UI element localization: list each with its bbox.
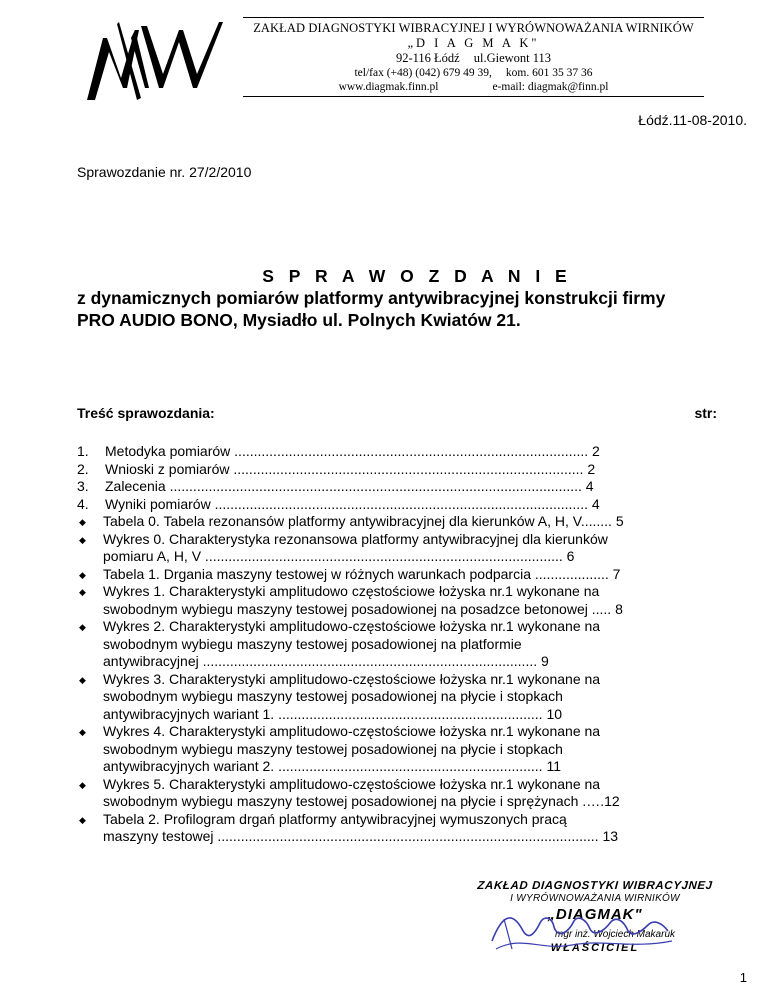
title-line: PRO AUDIO BONO, Mysiadło ul. Polnych Kwiatów 21. (77, 310, 521, 330)
report-number: Sprawozdanie nr. 27/2/2010 (77, 164, 252, 180)
toc-item-line: antywibracyjnej ...................................................................................... 9 (103, 653, 549, 669)
toc-item-line: Zalecenia .......................................................................................................... 4 (105, 478, 594, 494)
toc-item (77, 583, 720, 618)
toc-bullet-icon: ◆ (79, 779, 86, 790)
toc-item-line: swobodnym wybiegu maszyny testowej posadowionej na platformie (103, 635, 522, 652)
handwritten-signature (482, 905, 682, 955)
letterhead-bottom-rule (243, 96, 704, 97)
company-logo (83, 18, 243, 104)
letterhead-phones (243, 66, 704, 81)
document-heading: S P R A W O Z D A N I E (262, 266, 572, 286)
toc-item (77, 443, 720, 461)
toc-item-line: Wykres 0. Charakterystyka rezonansowa platformy antywibracyjnej dla kierunków (103, 530, 608, 547)
letterhead-street: ul.Giewont 113 (473, 51, 552, 65)
toc-bullet-icon: ◆ (79, 587, 86, 597)
toc-item-line: Wykres 1. Charakterystyki amplitudowo częstościowe łożyska nr.1 wykonane na (103, 583, 600, 599)
document-title (77, 287, 757, 331)
letterhead-company-name: ZAKŁAD DIAGNOSTYKI WIBRACYJNEJ I WYRÓWNOWAŻANIA WIRNIKÓW (253, 21, 694, 35)
toc-bullet-icon: ◆ (79, 517, 86, 527)
toc-bullet-icon: ◆ (79, 622, 86, 632)
toc-item-number: 4. (77, 495, 89, 512)
letterhead-top-rule (243, 17, 704, 18)
toc-item-line: swobodnym wybiegu maszyny testowej posadowionej na posadzce betonowej ..... 8 (103, 600, 623, 617)
stamp-company-name: ZAKŁAD DIAGNOSTYKI WIBRACYJNEJ (476, 880, 714, 892)
toc-item (77, 618, 720, 671)
toc-item-line: Wykres 4. Charakterystyki amplitudowo-częstościowe łożyska nr.1 wykonane na (103, 723, 601, 739)
toc-item (77, 496, 720, 514)
document-date: Łódź.11-08-2010. (638, 112, 747, 128)
toc-item-line: Tabela 2. Profilogram drgań platformy antywibracyjnej wymuszonych pracą (103, 810, 567, 827)
toc-item-line: Wyniki pomiarów ................................................................................................ 4 (105, 495, 600, 512)
toc-item-line: swobodnym wybiegu maszyny testowej posadowionej na płycie i stopkach (103, 740, 563, 757)
stamp-brand: „DIAGMAK" (547, 906, 643, 923)
toc-item (77, 531, 720, 566)
toc-item-line: swobodnym wybiegu maszyny testowej posadowionej na płycie i sprężynach .….12 (103, 793, 620, 809)
stamp-role: WŁAŚCICIEL (550, 942, 640, 954)
toc-item-line: Metodyka pomiarów ........................................................................................... 2 (105, 443, 600, 459)
toc-item-number: 3. (77, 478, 89, 494)
toc-item-line: swobodnym wybiegu maszyny testowej posadowionej na płycie i stopkach (103, 688, 563, 704)
toc-item (77, 461, 720, 479)
toc-item-line: maszyny testowej .................................................................................................. 13 (103, 828, 619, 844)
title-line: z dynamicznych pomiarów platformy antywibracyjnej konstrukcji firmy (77, 288, 666, 308)
toc-item-line: Tabela 1. Drgania maszyny testowej w różnych warunkach podparcia ................... 7 (103, 565, 621, 582)
toc-heading: Treść sprawozdania: (77, 405, 215, 421)
toc-bullet-icon: ◆ (79, 534, 86, 545)
toc-page-column-label: str: (694, 405, 717, 421)
toc-item (77, 478, 720, 496)
toc-item-line: Wykres 2. Charakterystyki amplitudowo-częstościowe łożyska nr.1 wykonane na (103, 618, 601, 634)
toc-item-number: 1. (77, 443, 89, 459)
toc-bullet-icon: ◆ (79, 814, 86, 825)
toc-item (77, 811, 720, 846)
toc-item (77, 776, 720, 811)
toc-item-line: Wykres 5. Charakterystyki amplitudowo-częstościowe łożyska nr.1 wykonane na (103, 775, 601, 792)
toc-heading-row (77, 405, 717, 421)
toc-item (77, 566, 720, 584)
toc-item (77, 513, 720, 531)
toc-item-line: pomiaru A, H, V ............................................................................................ 6 (103, 548, 575, 564)
letterhead-mobile: kom. 601 35 37 36 (505, 67, 593, 79)
letterhead-address (243, 51, 704, 66)
toc-item (77, 723, 720, 776)
toc-item-line: Wykres 3. Charakterystyki amplitudowo-częstościowe łożyska nr.1 wykonane na (103, 670, 601, 687)
toc-item-number: 2. (77, 460, 89, 477)
page-number: 1 (739, 970, 747, 985)
toc-item-line: Wnioski z pomiarów .......................................................................................... 2 (105, 460, 596, 477)
toc-bullet-icon: ◆ (79, 674, 86, 685)
letterhead-brand: „D I A G M A K" (407, 36, 540, 50)
letterhead-tel: tel/fax (+48) (042) 679 49 39, (354, 67, 492, 79)
toc-item-line: antywibracyjnych wariant 1. .................................................................... 10 (103, 705, 563, 722)
stamp-person: mgr inż. Wojciech Makaruk (554, 929, 676, 940)
toc-bullet-icon: ◆ (79, 569, 86, 580)
letterhead-web (243, 80, 704, 95)
toc-bullet-icon: ◆ (79, 727, 86, 737)
stamp-company-subname: I WYRÓWNOWAŻANIA WIRNIKÓW (510, 893, 680, 904)
letterhead-www: www.diagmak.finn.pl (338, 81, 439, 93)
table-of-contents (77, 443, 720, 846)
toc-item-line: Tabela 0. Tabela rezonansów platformy antywibracyjnej dla kierunków A, H, V........ 5 (103, 513, 624, 529)
toc-item (77, 671, 720, 724)
letterhead-email: e-mail: diagmak@finn.pl (492, 81, 609, 93)
letterhead-city: 92-116 Łódź (395, 51, 460, 65)
toc-item-line: antywibracyjnych wariant 2. .................................................................... 11 (103, 758, 561, 774)
